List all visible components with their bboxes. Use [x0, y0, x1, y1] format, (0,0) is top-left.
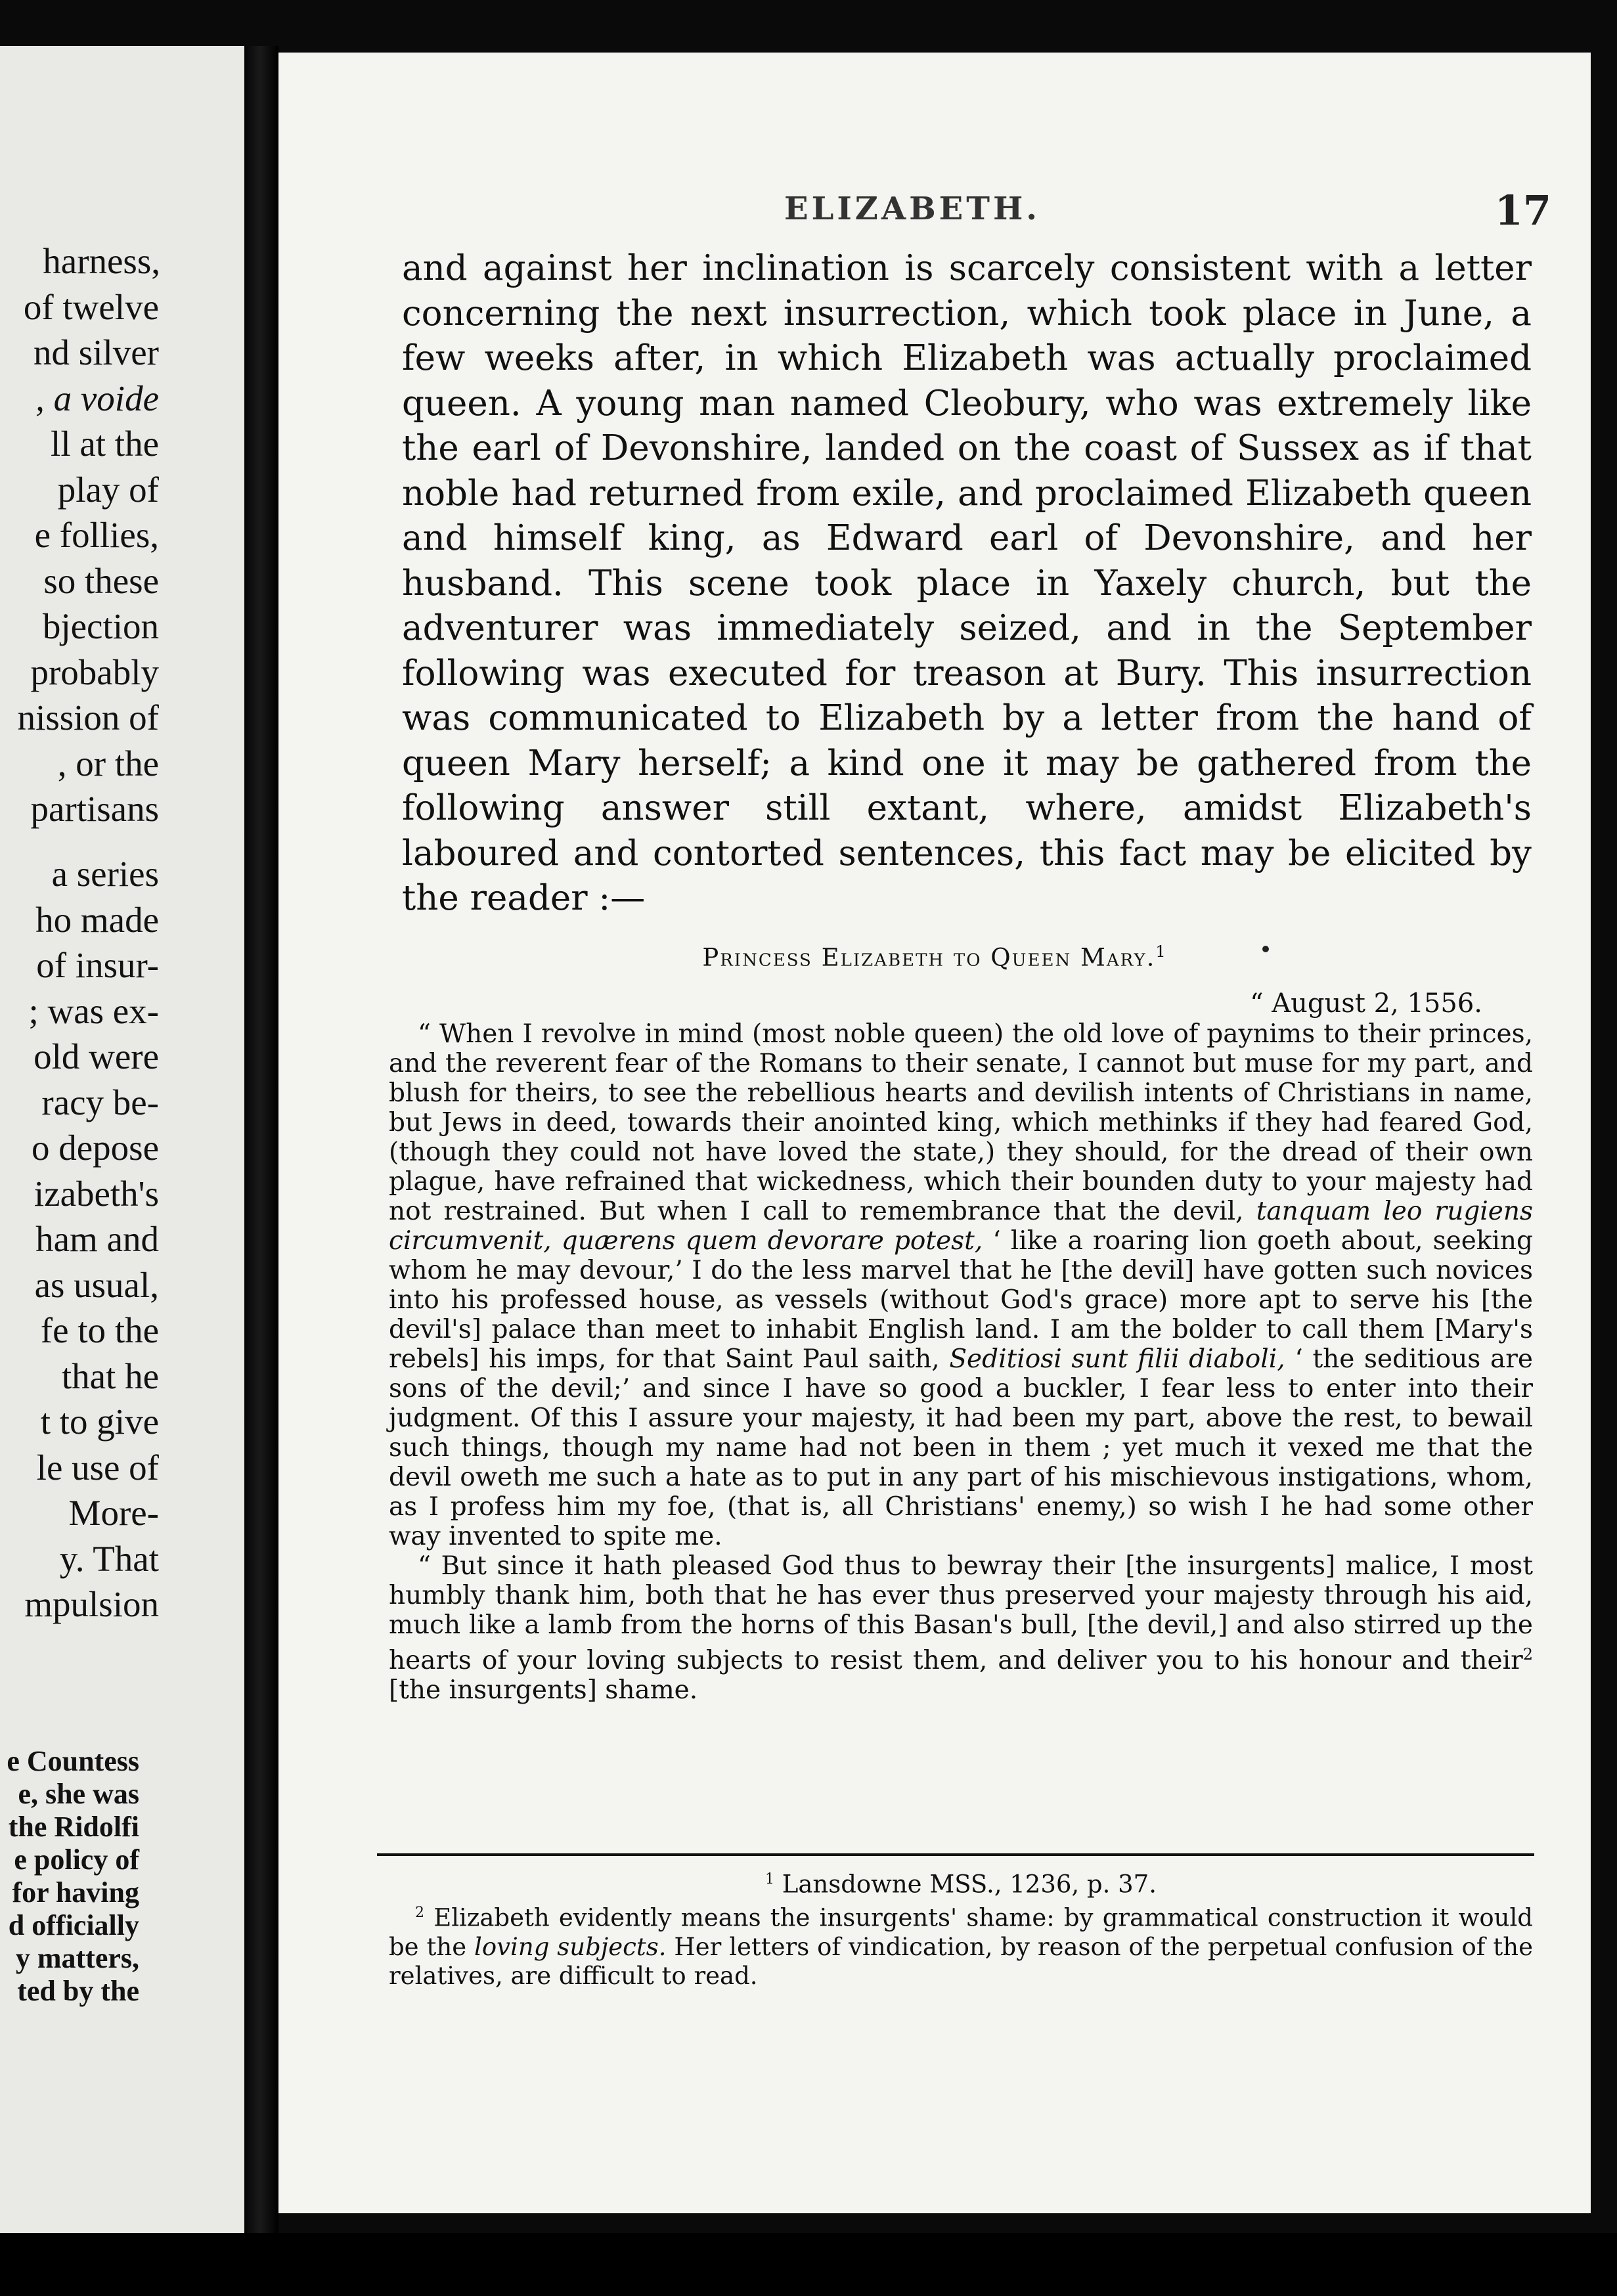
facing-page-footnote-line: for having: [12, 1876, 139, 1909]
footnote-text: Elizabeth evidently means the insurgents' shame: by grammatical construction it would be the: [389, 1903, 1533, 1961]
letter-paragraph: [389, 1019, 1533, 1551]
footnote-ref: 2: [1522, 1645, 1533, 1664]
facing-page-fragment: [0, 46, 244, 2233]
facing-page-line: as usual,: [34, 1264, 159, 1305]
facing-page-footnote-line: d officially: [8, 1909, 139, 1941]
facing-page-line: le use of: [36, 1447, 159, 1488]
footnotes: [389, 1865, 1533, 1991]
footnote-1: [389, 1865, 1533, 1899]
facing-page-line: probably: [30, 651, 159, 692]
facing-page-line: bjection: [42, 606, 159, 646]
facing-page-line: of twelve: [23, 286, 159, 327]
facing-page-line: ; was ex-: [28, 990, 159, 1031]
page-number: 17: [1494, 187, 1551, 234]
facing-page-footnote-line: ted by the: [17, 1975, 139, 2007]
footnote-text: Her letters of vindication, by reason of the perpetual confusion of the relatives, are difficult to read.: [389, 1932, 1533, 1990]
facing-page-line: , a voide: [35, 378, 159, 418]
facing-page-line: nission of: [17, 697, 159, 738]
letter-text: “ But since it hath pleased God thus to bewray their [the insurgents] malice, I most humbly thank him, both that he has ever thus preserved your majesty through his aid, much like a lamb from the horns of this Basan's bull, [the devil,] and also stirred up the hearts of your loving subjects to resist them, and deliver you to his honour and their: [389, 1551, 1533, 1675]
letter-text: [the insurgents] shame.: [389, 1675, 698, 1705]
facing-page-line: play of: [57, 469, 159, 510]
facing-page-line: ll at the: [51, 424, 159, 464]
facing-page-line: racy be-: [41, 1082, 159, 1122]
facing-page-line: a series: [51, 854, 159, 894]
facing-page-line: y. That: [59, 1538, 159, 1579]
body-paragraph: and against her inclination is scarcely consistent with a letter concerning the next insurrection, which took place in June, a few weeks after, in which Elizabeth was actually proclaimed queen. A young man named Cleobury, who was extremely like the earl of Devonshire, landed on the coast of Sussex as if that noble had returned from exile, and proclaimed Elizabeth queen and himself king, as Edward earl of Devonshire, and her husband. This scene took place in Yaxely church, but the adventurer was immediately seized, and in the September following was executed for treason at Bury. This insurrection was communicated to Elizabeth by a letter from the hand of queen Mary herself; a kind one it may be gathered from the following answer still extant, where, amidst Elizabeth's laboured and contorted sentences, this fact may be elicited by the reader :—: [402, 248, 1532, 918]
facing-page-line: mpulsion: [24, 1584, 159, 1624]
footnote-italic: loving subjects.: [474, 1932, 667, 1961]
latin-quote: tanquam leo rugiens circumvenit, quærens quem devorare potest,: [389, 1197, 1533, 1256]
footnote-text: Lansdowne MSS., 1236, p. 37.: [774, 1870, 1157, 1899]
letter-text: ‘ the seditious are sons of the devil;’ and since I have so good a buckler, I fear less to enter into their judgment. Of this I assure your majesty, it had been my part, above the rest, to bewail such things, though my name had not been in them ; yet much it vexed me that the devil oweth me such a hate as to put in any part of his mischievous instigations, whom, as I profess him my foe, (that is, all Christians' enemy,) so wish I he had some other way invented to spite me.: [389, 1344, 1534, 1551]
letter-date: “ August 2, 1556.: [1250, 988, 1482, 1019]
facing-page-line: fe to the: [40, 1310, 159, 1350]
facing-page-line: e follies,: [34, 515, 159, 555]
facing-page-footnote-line: the Ridolfi: [8, 1811, 139, 1843]
facing-page-line: ham and: [35, 1219, 159, 1259]
book-gutter: [244, 46, 278, 2233]
footnote-rule: [377, 1853, 1534, 1856]
book-page: [278, 53, 1591, 2213]
footnote-mark: 1: [765, 1871, 775, 1888]
facing-page-footnote-line: y matters,: [15, 1942, 139, 1974]
facing-page-line: that he: [61, 1356, 159, 1396]
facing-page-line: partisans: [30, 789, 159, 829]
letter-text: ‘ like a roaring lion goeth about, seeking whom he may devour,’ I do the less marvel that he [the devil] have gotten such novices into his professed house, as vessels (without God's grace) more apt to serve his [the devil's] palace than meet to inhabit English land. I am the bolder to call them [Mary's rebels] his imps, for that Saint Paul saith,: [389, 1226, 1533, 1374]
latin-quote: Seditiosi sunt filii diaboli,: [949, 1344, 1285, 1374]
footnote-mark: 2: [415, 1905, 424, 1922]
facing-page-line: o depose: [32, 1128, 159, 1168]
footnote-ref: 1: [1155, 942, 1167, 961]
facing-page-line: t to give: [40, 1402, 159, 1442]
footnote-2: [389, 1899, 1533, 1990]
running-head: ELIZABETH.: [784, 190, 1041, 227]
facing-page-line: More-: [68, 1493, 159, 1533]
ink-speck: [1262, 946, 1269, 952]
facing-page-footnote-line: e Countess: [7, 1745, 139, 1777]
facing-page-line: old were: [33, 1036, 159, 1076]
facing-page-line: of insur-: [36, 945, 159, 985]
page-header: [278, 187, 1591, 243]
facing-page-line: harness,: [43, 241, 160, 281]
facing-page-line: , or the: [57, 743, 159, 784]
body-text: [402, 246, 1532, 921]
scan-border: [0, 2233, 1617, 2296]
facing-page-line: ho made: [35, 899, 159, 940]
letter-heading: [278, 942, 1591, 971]
facing-page-line: so these: [43, 560, 159, 601]
letter-text: “ When I revolve in mind (most noble queen) the old love of paynims to their princes, and the reverent fear of the Romans to their senate, I cannot but muse for my part, and blush for theirs, to see the rebellious hearts and devilish intents of Christians in name, but Jews in deed, towards their anointed king, which methinks if they had feared God, (though they could not have loved the state,) they should, for the dread of their own plague, have refrained that wickedness, which their bounden duty to your majesty had not restrained. But when I call to remembrance that the devil,: [389, 1019, 1533, 1226]
letter-heading-text: Princess Elizabeth to Queen Mary.: [702, 943, 1156, 972]
letter-body: [389, 1019, 1533, 1705]
facing-page-line: nd silver: [33, 332, 159, 372]
facing-page-footnote-line: e policy of: [14, 1843, 139, 1876]
facing-page-line: izabeth's: [33, 1173, 159, 1214]
facing-page-footnote-line: e, she was: [18, 1778, 139, 1810]
letter-paragraph: [389, 1551, 1533, 1705]
